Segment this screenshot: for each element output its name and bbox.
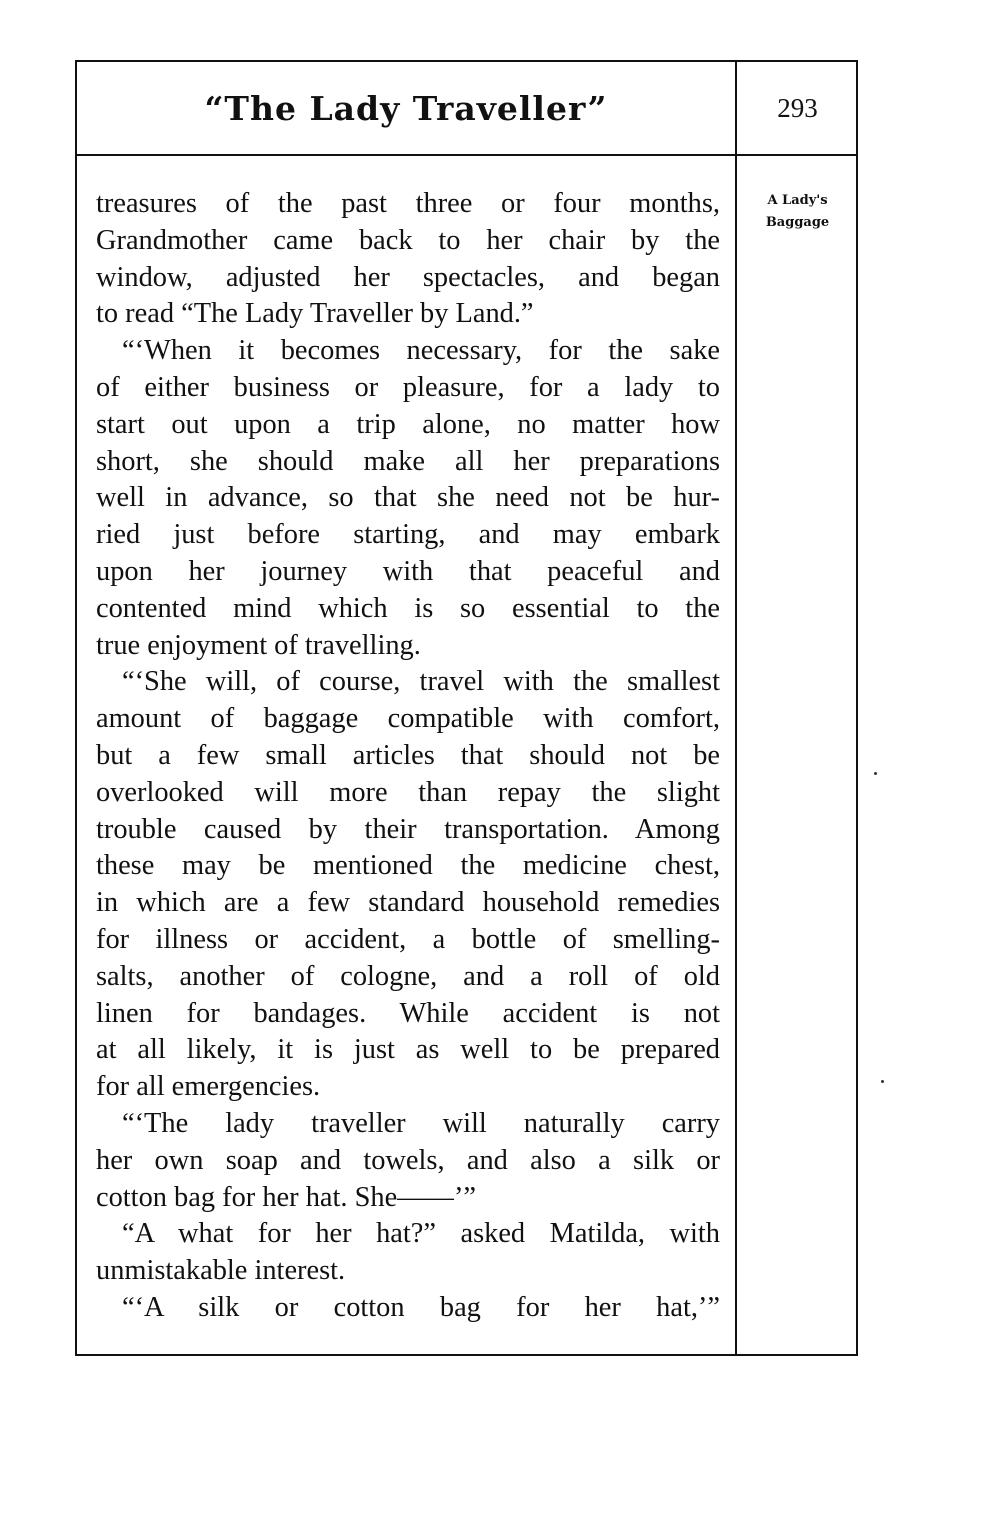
text-line: of either business or pleasure, for a lady to — [96, 371, 720, 403]
text-line: upon her journey with that peaceful and — [96, 555, 720, 587]
text-line: for illness or accident, a bottle of smelling- — [96, 923, 720, 955]
text-line: for all emergencies. — [96, 1071, 321, 1103]
paragraph-start: “‘A silk or cotton bag for her hat,’” — [122, 1291, 720, 1323]
paragraph-start: “‘She will, of course, travel with the smallest — [122, 666, 720, 698]
text-line: ried just before starting, and may embark — [96, 519, 720, 551]
text-line: salts, another of cologne, and a roll of old — [96, 960, 720, 992]
text-line: linen for bandages. While accident is not — [96, 997, 720, 1029]
text-line: unmistakable interest. — [96, 1255, 346, 1287]
running-header — [77, 62, 856, 156]
running-title: “The Lady Traveller” — [204, 88, 608, 128]
text-line: contented mind which is so essential to the — [96, 592, 720, 624]
text-line: these may be mentioned the medicine chest, — [96, 850, 720, 882]
body-text — [96, 186, 720, 1327]
page-number: 293 — [777, 92, 818, 123]
margin-note — [739, 190, 856, 234]
text-line: amount of baggage compatible with comfort, — [96, 703, 720, 735]
text-line: at all likely, it is just as well to be prepared — [96, 1034, 720, 1066]
text-line: trouble caused by their transportation. Among — [96, 813, 720, 845]
scan-speck — [881, 1080, 884, 1083]
paragraph-start: “‘The lady traveller will naturally carry — [122, 1107, 720, 1139]
text-line: Grandmother came back to her chair by the — [96, 224, 720, 256]
paragraph-start: “A what for her hat?” asked Matilda, with — [122, 1218, 720, 1250]
text-line: her own soap and towels, and also a silk or — [96, 1144, 720, 1176]
text-line: window, adjusted her spectacles, and began — [96, 261, 720, 293]
text-line: well in advance, so that she need not be hur- — [96, 482, 720, 514]
margin-divider — [735, 62, 737, 1354]
text-line: cotton bag for her hat. She——’” — [96, 1181, 477, 1213]
text-line: but a few small articles that should not be — [96, 739, 720, 771]
paragraph-start: “‘When it becomes necessary, for the sake — [122, 335, 720, 367]
text-line: start out upon a trip alone, no matter how — [96, 408, 720, 440]
scan-speck — [874, 772, 877, 775]
text-line: to read “The Lady Traveller by Land.” — [96, 298, 534, 330]
margin-note-line: A Lady's — [767, 193, 828, 208]
text-line: overlooked will more than repay the slight — [96, 776, 720, 808]
text-line: treasures of the past three or four months, — [96, 188, 720, 219]
page-frame — [75, 60, 858, 1356]
text-line: true enjoyment of travelling. — [96, 629, 421, 661]
text-line: in which are a few standard household remedies — [96, 887, 720, 919]
margin-note-line: Baggage — [765, 215, 830, 230]
text-line: short, she should make all her preparations — [96, 445, 720, 477]
